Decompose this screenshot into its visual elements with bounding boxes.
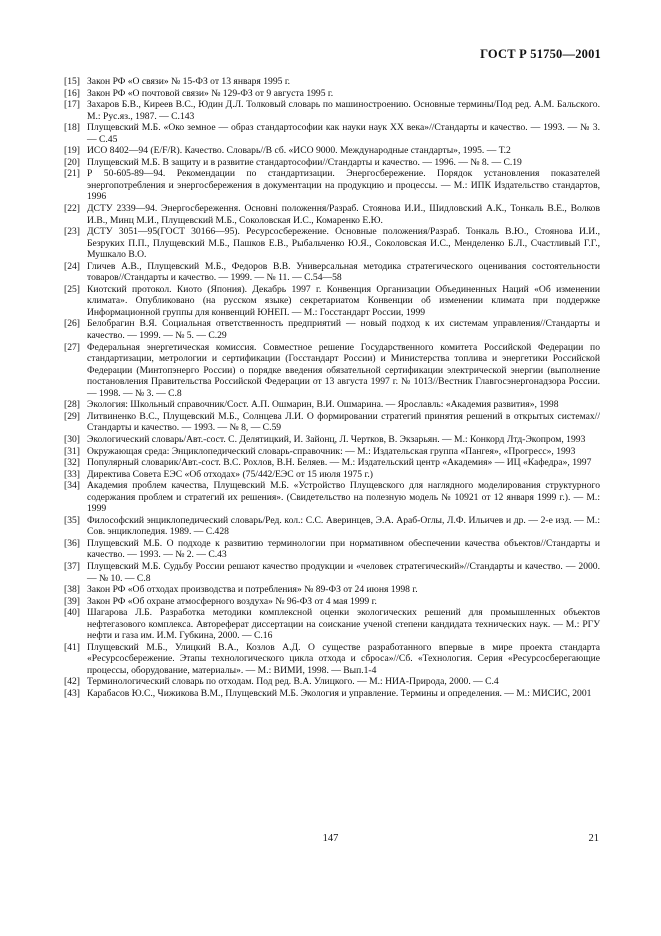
reference-number: [30] [64,433,80,445]
reference-item [64,596,600,608]
reference-text: Закон РФ «Об охране атмосферного воздуха» № 96-ФЗ от 4 мая 1999 г. [87,595,377,607]
reference-text: Федеральная энергетическая комиссия. Совместное решение Государственного комитета Российской Федерации по стандартизации, метрологии и сертификации (Госстандарт России) и Министерства топлива и энергетики Российской Федерации (Минтопэнерго России) о порядке введения обязательной сертификации электрической энергии (выполнение постановления Правительства Российской Федерации от 13 августа 1997 г. № 1013//Вестник Главгосэнергонадзора России. — 1998. — № 3. — С.8 [87,341,600,399]
reference-item [64,469,600,481]
reference-number: [42] [64,676,80,688]
reference-text: Литвиненко В.С., Плущевский М.Б., Солнцева Л.И. О формировании стратегий принятия решений в открытых системах//Стандарты и качество. — 1993. — № 8, — С.59 [87,410,600,434]
reference-text: Плущевский М.Б. «Око земное — образ стандартософии как науки наук XX века»//Стандарты и качество. — 1993. — № 3. — С.45 [87,122,600,145]
reference-text: Белобрагин В.Я. Социальная ответственность предприятий — новый подход к их системам управления//Стандарты и качество. — 1999. — № 5. — С.29 [87,318,600,342]
reference-text: Шагарова Л.Б. Разработка методики комплексной оценки экологических решений для промышленных объектов нефтегазового комплекса. Автореферат диссертации на соискание ученой степени кандидата технических наук. — М.: РГУ нефти и газа им. И.М. Губкина, 2000. — С.16 [87,607,600,642]
reference-number: [36] [64,537,80,549]
reference-text: Карабасов Ю.С., Чижикова В.М., Плущевский М.Б. Экология и управление. Термины и определения. — М.: МИСИС, 2001 [87,687,592,699]
reference-text: ДСТУ 3051—95(ГОСТ 30166—95). Ресурсосбережение. Основные положения/Разраб. Тонкаль В.Ю., Стоянова И.И., Безруких П.П., Плущевский М.Б., Пашков Е.В., Рыбальченко Ю.Я., Соколовская И.С., Менделенко Б.Л., Счастливый Г.Г., Мушкало В.О. [87,226,600,261]
reference-item [64,411,600,434]
reference-number: [28] [64,399,80,411]
reference-text: Плущевский М.Б., Улицкий В.А., Козлов А.Д. О существе разработанного впервые в мире проекта стандарта «Ресурсосбережение. Этапы технологического цикла отхода и сброса»//Сб. «Технология. Серия «Ресурсосберегающие процессы, оборудование, материалы». — М.: ВИМИ, 1998. — Вып.1-4 [87,641,600,676]
reference-number: [17] [64,99,80,111]
reference-item [64,642,600,677]
reference-number: [43] [64,687,80,699]
reference-number: [21] [64,168,80,180]
reference-item [64,99,600,122]
reference-item [64,676,600,688]
reference-item [64,168,600,203]
reference-number: [37] [64,560,80,572]
reference-item [64,284,600,319]
reference-item [64,88,600,100]
reference-text: Популярный словарик/Авт.-сост. В.С. Рохлов, В.Н. Беляев. — М.: Издательский центр «Академия» — ИЦ «Кафедра», 1997 [87,457,592,469]
reference-item [64,561,600,584]
reference-item [64,261,600,284]
reference-item [64,538,600,561]
reference-number: [41] [64,641,80,653]
reference-number: [18] [64,122,80,134]
reference-number: [34] [64,480,80,492]
reference-text: Плущевский М.Б. Судьбу России решают качество продукции и «человек стратегический»//Стандарты и качество. — 2000. — № 10. — С.8 [87,560,600,584]
reference-item [64,688,600,700]
reference-number: [20] [64,156,80,168]
reference-item [64,145,600,157]
document-header: ГОСТ Р 51750—2001 [480,47,601,61]
reference-text: Философский энциклопедический словарь/Ред. кол.: С.С. Аверинцев, Э.А. Араб-Оглы, Л.Ф. Ильичев и др. — 2-е изд. — М.: Сов. энциклопедия. 1989. — С.428 [87,514,600,538]
reference-item [64,226,600,261]
page-number-center: 147 [322,833,339,844]
reference-number: [33] [64,468,80,480]
reference-text: ДСТУ 2339—94. Энергосбереження. Основні положення/Разраб. Стоянова И.И., Шидловский А.К., Тонкаль В.Е., Волков И.В., Минц М.И., Плущевский М.Б., Соколовская И.С., Комаренко Е.Ю. [87,203,600,226]
reference-list [64,76,600,700]
reference-item [64,76,600,88]
reference-item [64,434,600,446]
reference-text: Закон РФ «Об отходах производства и потребления» № 89-ФЗ от 24 июня 1998 г. [87,584,418,596]
reference-number: [31] [64,445,80,457]
reference-text: Р 50-605-89—94. Рекомендации по стандартизации. Энергосбережение. Порядок установления показателей энергопотребления и энергосбережения в документации на продукцию и процессы. — М.: ИПК Издательство стандартов, 1996 [87,168,600,203]
reference-text: Гличев А.В., Плущевский М.Б., Федоров В.В. Универсальная методика стратегического оценивания состоятельности товаров//Стандарты и качество. — 1999. — № 11. — С.54—58 [87,260,600,284]
reference-text: Академия проблем качества, Плущевский М.Б. «Устройство Плущевского для наглядного моделирования структурного содержания проблем и стратегий их решения». (Свидетельство на полезную модель № 10921 от 12 января 1999 г.). — М.: 1999 [87,480,600,515]
reference-item [64,515,600,538]
reference-text: Терминологический словарь по отходам. Под ред. В.А. Улицкого. — М.: НИА-Природа, 2000. — С.4 [87,676,499,688]
reference-text: Экологический словарь/Авт.-сост. С. Делятицкий, И. Зайонц, Л. Чертков, В. Экзарьян. — М.: Конкорд Лтд-Экопром, 1993 [87,433,586,445]
reference-item [64,318,600,341]
reference-number: [35] [64,514,80,526]
reference-text: Захаров Б.В., Киреев В.С., Юдин Д.Л. Толковый словарь по машиностроению. Основные термины/Под ред. А.М. Бальского. М.: Рус.яз., 1987. — С.143 [87,99,600,122]
reference-item [64,122,600,145]
reference-number: [23] [64,226,80,238]
reference-number: [38] [64,584,80,596]
reference-number: [16] [64,87,80,99]
reference-text: Закон РФ «О связи» № 15-ФЗ от 13 января 1995 г. [87,76,291,87]
reference-text: Закон РФ «О почтовой связи» № 129-ФЗ от 9 августа 1995 г. [87,87,334,99]
reference-item [64,157,600,169]
reference-number: [32] [64,457,80,469]
reference-number: [19] [64,145,80,157]
reference-text: Плущевский М.Б. О подходе к развитию терминологии при нормативном обеспечении качества объектов//Стандарты и качество. — 1993. — № 2. — С.43 [87,537,600,561]
reference-number: [39] [64,595,80,607]
reference-item [64,203,600,226]
reference-item [64,584,600,596]
reference-number: [40] [64,607,80,619]
reference-text: Плущевский М.Б. В защиту и в развитие стандартософии//Стандарты и качество. — 1996. — № 8. — С.19 [87,156,522,168]
reference-item [64,342,600,400]
reference-number: [15] [64,76,80,87]
reference-item [64,399,600,411]
reference-item [64,457,600,469]
reference-number: [29] [64,410,80,422]
reference-number: [22] [64,203,80,215]
reference-text: Директива Совета ЕЭС «Об отходах» (75/442/ЕЭС от 15 июля 1975 г.) [87,468,373,480]
reference-text: Киотский протокол. Киото (Япония). Декабрь 1997 г. Конвенция Организации Объединенных Наций «Об изменении климата». Опубликовано (на русском языке) секретариатом Конвенции об изменении климата при поддержке Информационной группы для конвенций ЮНЕП. — М.: Госстандарт России, 1999 [87,283,600,318]
reference-text: ИСО 8402—94 (E/F/R). Качество. Словарь//В сб. «ИСО 9000. Международные стандарты», 1995. — Т.2 [87,145,511,157]
reference-number: [25] [64,283,80,295]
reference-text: Окружающая среда: Энциклопедический словарь-справочник: — М.: Издательская группа «Пангея», «Прогресс», 1993 [87,445,576,457]
reference-number: [27] [64,341,80,353]
reference-number: [24] [64,260,80,272]
reference-text: Экология: Школьный справочник/Сост. А.П. Ошмарин, В.И. Ошмарина. — Ярославль: «Академия развития», 1998 [87,399,559,411]
reference-number: [26] [64,318,80,330]
reference-item [64,607,600,642]
reference-item [64,480,600,515]
reference-item [64,446,600,458]
page-number-right: 21 [588,833,599,844]
